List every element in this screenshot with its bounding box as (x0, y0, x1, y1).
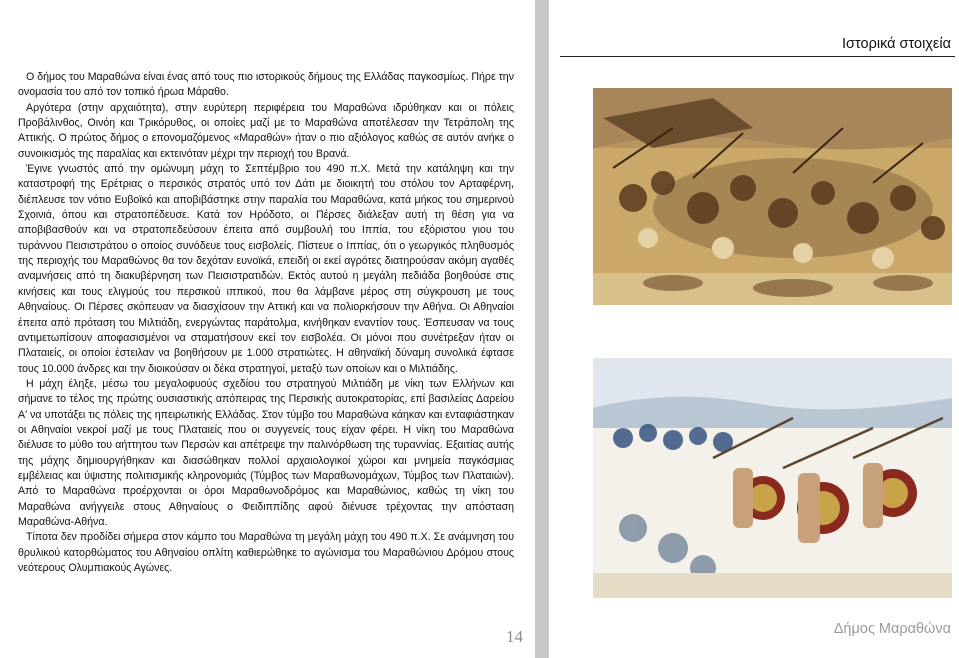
paragraph-marathon-race: Τίποτα δεν προδίδει σήμερα στον κάμπο του Μαραθώνα τη μεγάλη μάχη του 490 π.Χ. Σε ανάμνηση του θρυλικού κατορθώματος του Αθηναίου οπλίτη καθιερώθηκε το αγώνισμα του Μαραθώνιου Δρόμου στους νεότερους Ολυμπιακούς Αγώνες. (18, 531, 514, 574)
page-gutter-bar (535, 0, 549, 658)
paragraph-tetrapolis: Αργότερα (στην αρχαιότητα), στην ευρύτερη περιφέρεια του Μαραθώνα ιδρύθηκαν και οι πόλεις Προβάλινθος, Οινόη και Τρικόρυθος, οι οποίες μαζί με το Μαραθώνα αποτέλεσαν την Τετράπολη της Αττικής. Ο πρώτος δήμος ο επονομαζόμενος «Μαραθών» ήταν ο πιο αξιόλογος καθώς σε αυτόν ανήκε ο συνοικισμός της παραλίας και εκτεινόταν μέχρι την περιοχή του Βρανά. (18, 101, 514, 160)
paragraph-intro: Ο δήμος του Μαραθώνα είναι ένας από τους πιο ιστορικούς δήμους της Ελλάδας παγκοσμίως. Πήρε την ονομασία του από τον τοπικό ήρωα Μάραθο. (18, 71, 514, 99)
section-title: Ιστορικά στοιχεία (842, 36, 951, 52)
page-number: 14 (506, 627, 523, 646)
paragraph-victory: Η μάχη έληξε, μέσω του μεγαλοφυούς σχεδίου του στρατηγού Μιλτιάδη με νίκη των Ελλήνων και σήμανε το τέλος της πρώτης ουσιαστικής απόπειρας της Περσικής αυτοκρατορίας, επί βασιλείας Δαρείου Α' να υποτάξει τις πόλεις της ηπειρωτικής Ελλάδας. Στον τύμβο του Μαραθώνα κάηκαν και ενταφιάστηκαν οι Αθηναίοι νεκροί μαζί με τους Πλαταιείς που οι συγγενείς τους είχαν φέρει. Η νίκη του Μαραθώνα διέλυσε το μύθο του αήττητου των Περσών και απέτρεψε την παλινόρθωση της τυραννίας. Εξαιτίας αυτής της μάχης δημιουργήθηκαν και διασώθηκαν πολλοί αρχαιολογικοί χώροι και μνημεία παγκόσμιας εμβέλειας και ύψιστης πολιτισμικής κληρονομιάς (Τύμβος των Μαραθωνομάχων, Τύμβος των Πλαταιών). Από το Μαραθώνα προέρχονται οι όροι Μαραθωνοδρόμος και Μαραθώνιος, καθώς τη νίκη του Μαραθώνα ανήγγειλε στους Αθηναίους ο Φειδιππίδης αφού διένυσε τρέχοντας την απόσταση Μαραθώνα-Αθήνα. (18, 377, 514, 528)
chapter-title: Δήμος Μαραθώνα (833, 621, 951, 637)
battle-painting-top (593, 88, 952, 305)
battle-illustration-bottom (593, 358, 952, 598)
battle-painting-bottom (593, 358, 952, 598)
paragraph-battle: Έγινε γνωστός από την ομώνυμη μάχη το Σεπτέμβριο του 490 π.Χ. Μετά την κατάληψη και την καταστροφή της Ερέτριας ο περσικός στρατός υπό τον Δάτι με διοικητή του στόλου τον Αρταφέρνη, διέπλευσε τον νότιο Ευβοϊκό και αποβιβάστηκε στην παραλία του Μαραθώνα, κατά μήκος του σημερινού Σχοινιά, όπου και στρατοπέδευσε. Κατά τον Ηρόδοτο, οι Πέρσες διάλεξαν αυτή τη θέση για να αποβιβασθούν και να στρατοπεδεύσουν έπειτα από συμβουλή του Ιππία, του εξόριστου γιου του τυράννου Πεισιστράτου ο οποίος συνόδευε τους εισβολείς. Πίστευε ο Ιππίας, ότι ο γεωργικός πληθυσμός της περιοχής του Μαραθώνος θα τον δεχόταν ευνοϊκά, επειδή οι εκεί αγρότες διατηρούσαν ακόμη αγαθές αναμνήσεις από τη διακυβέρνηση των Πεισιστρατιδών. Εκτός αυτού η μεγάλη πεδιάδα βοηθούσε στις κινήσεις και τους ελιγμούς του περσικού ιππικού, που θα λάμβανε μέρος στη σύγκρουση με τους Αθηναίους. Οι Πέρσες σκόπευαν να διασχίσουν την Αττική και να πολιορκήσουν την Αθήνα. Οι Αθηναίοι έπειτα από πρόταση του Μιλτιάδη, ενεργώντας παράτολμα, κινήθηκαν εναντίον τους. Έσπευσαν να τους αντιμετωπίσουν αποφασισμένοι να σταματήσουν εκεί τον εισβολέα. Οι μόνοι που συνέτρεξαν ήταν οι Πλαταιείς, οι οποίοι έστειλαν να βοηθήσουν με 1.000 στρατιώτες. Η αθηναϊκή δύναμη συνολικά έφτασε τους 10.000 άνδρες και την διοικούσαν οι δέκα στρατηγοί, μεταξύ των οποίων και ο Μιλτιάδης. (18, 163, 514, 375)
article-body (18, 70, 514, 576)
header-divider (560, 56, 955, 57)
battle-illustration-top (593, 88, 952, 305)
